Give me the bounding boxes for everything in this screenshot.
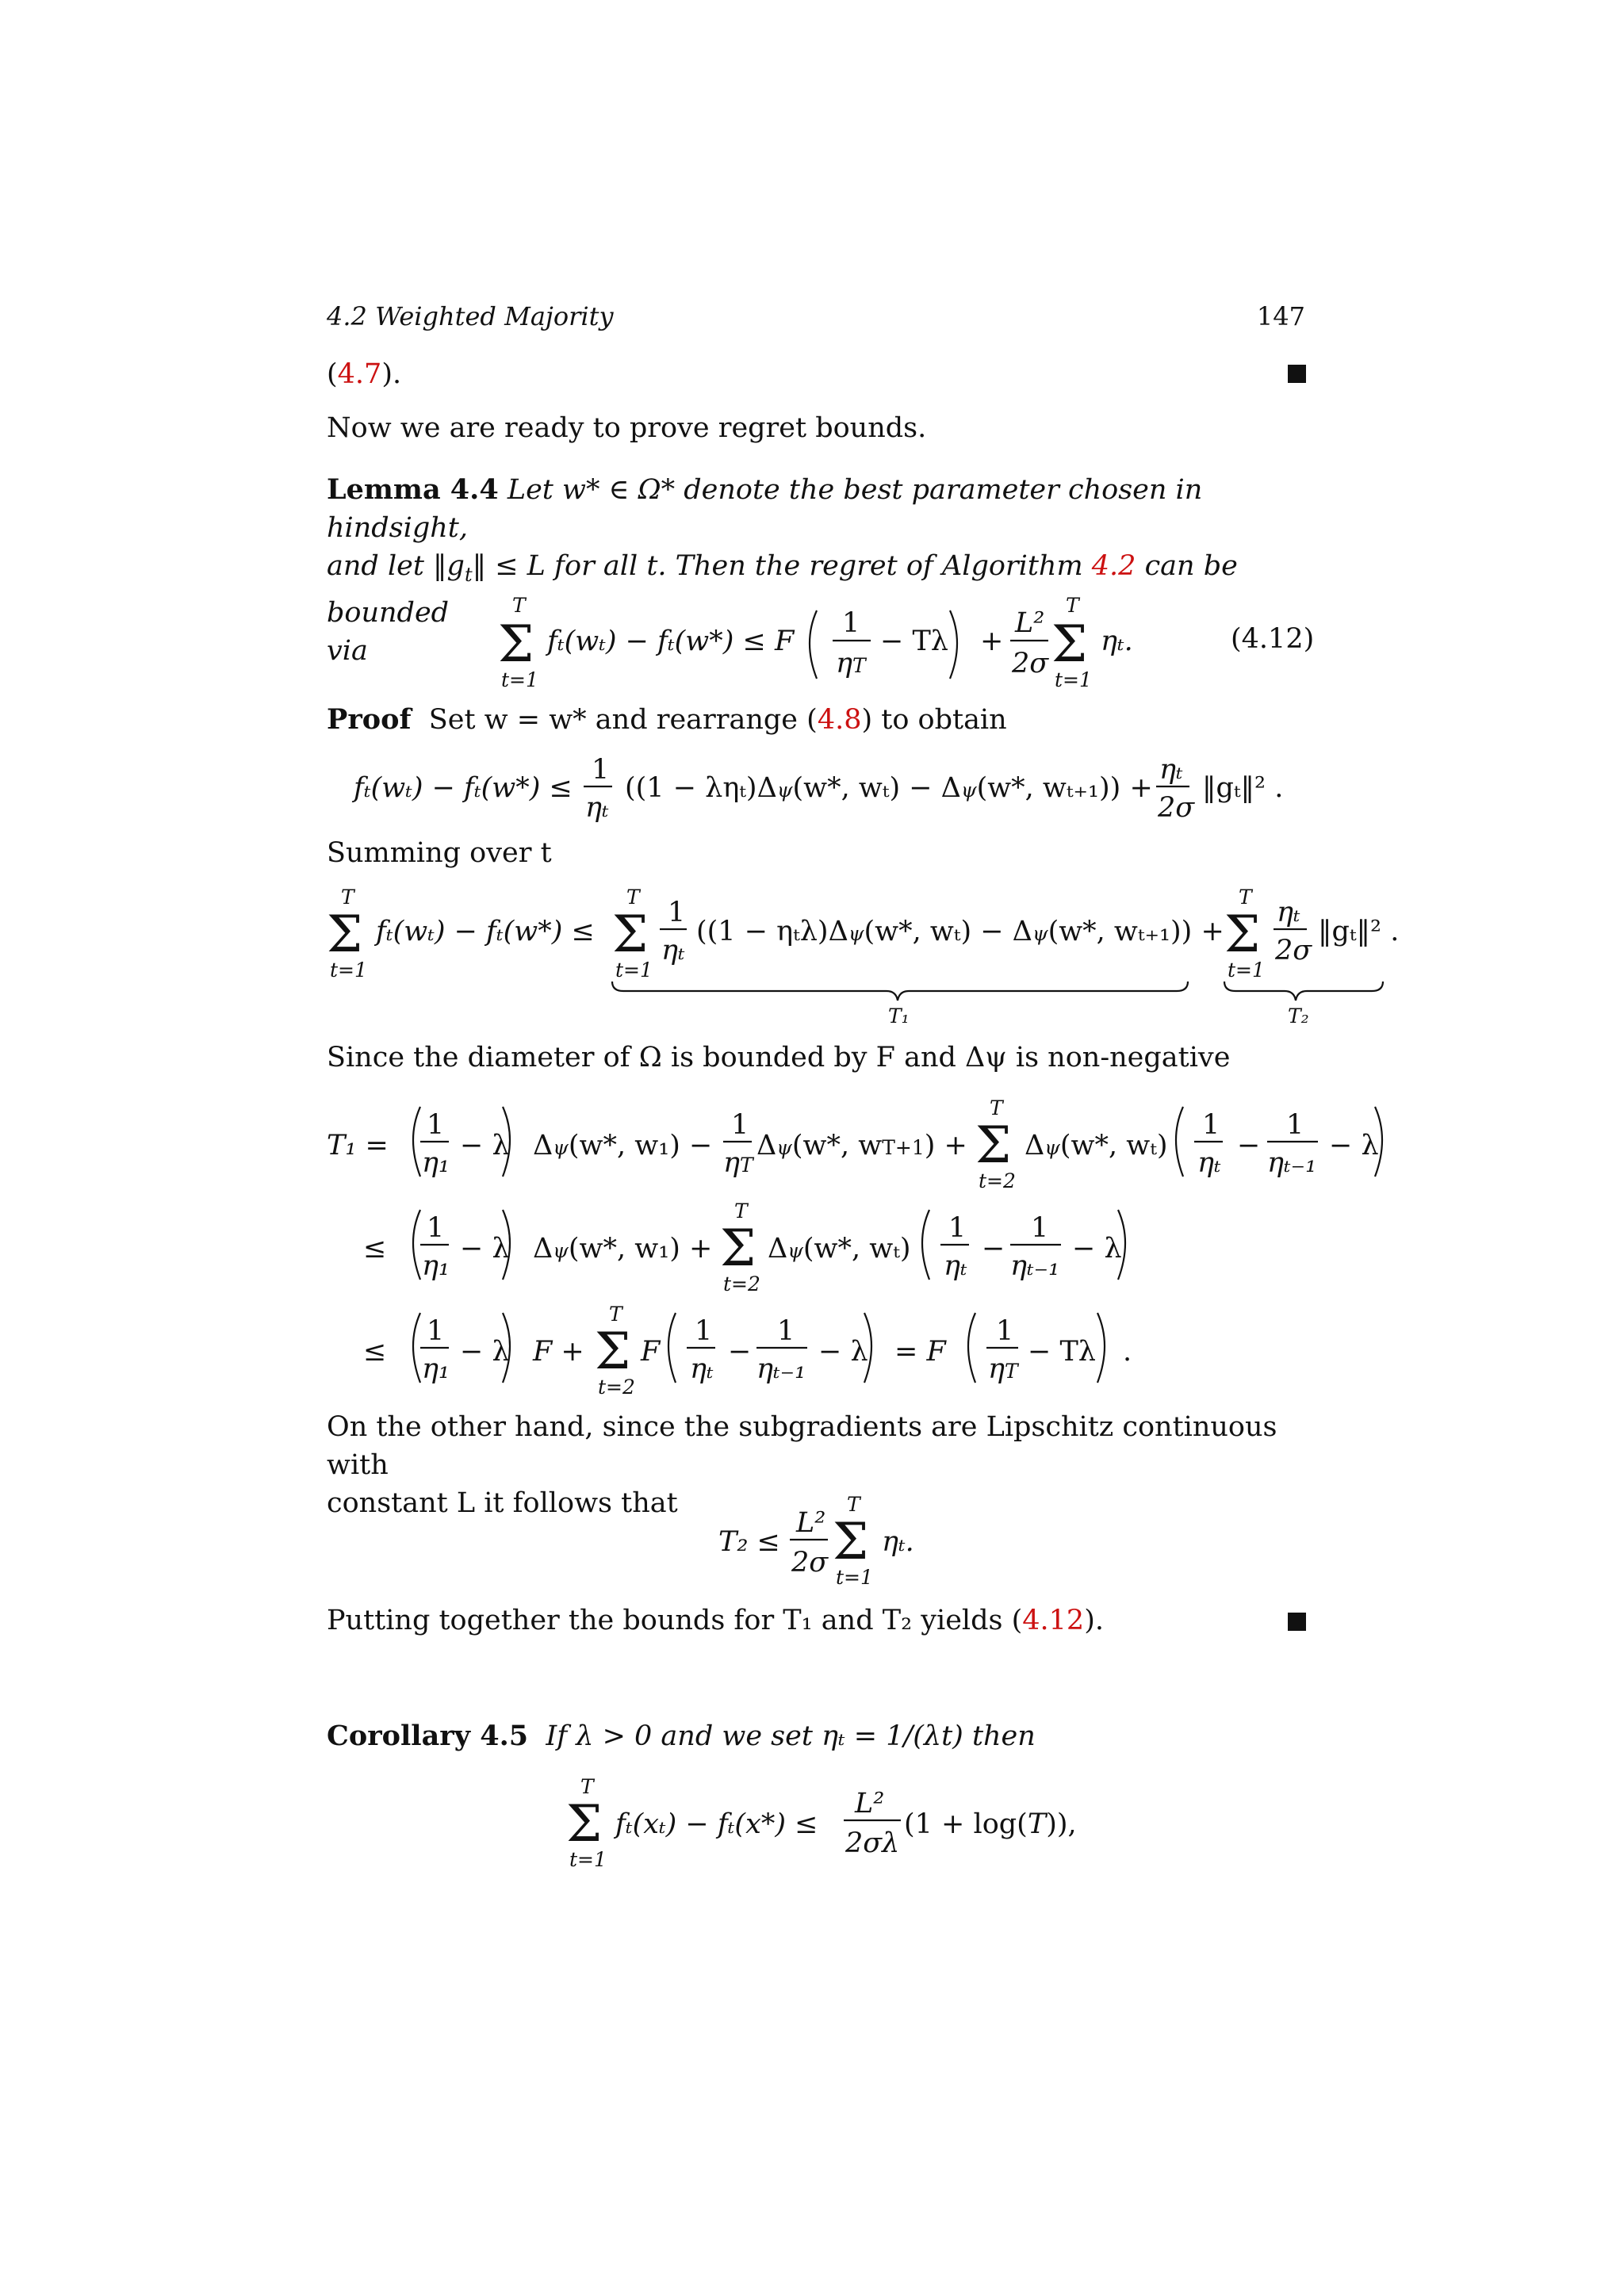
svg-text:T: T: [580, 1775, 594, 1798]
svg-text:− Tλ: − Tλ: [1028, 1336, 1096, 1368]
proof-text-a: Set w = w* and rearrange (: [428, 704, 818, 736]
svg-text:Σ: Σ: [1051, 615, 1088, 674]
running-header-section: 4.2 Weighted Majority: [327, 301, 614, 331]
svg-text:1: 1: [1202, 1109, 1220, 1141]
svg-text:T: T: [1239, 886, 1252, 909]
svg-text:Σ: Σ: [720, 1219, 756, 1278]
ref-4-7[interactable]: 4.7: [337, 358, 382, 390]
svg-text:Δψ(w*, w₁) −: Δψ(w*, w₁) −: [533, 1130, 713, 1161]
svg-text:2σ: 2σ: [1012, 648, 1049, 679]
svg-text:Σ: Σ: [327, 905, 363, 964]
svg-text:ηT: ηT: [723, 1147, 753, 1179]
corollary-text: If λ > 0 and we set ηₜ = 1/(λt) then: [546, 1720, 1036, 1752]
svg-text:ηT: ηT: [836, 648, 866, 679]
svg-text:−: −: [982, 1233, 1005, 1265]
svg-text:T: T: [1066, 594, 1079, 617]
svg-text:Σ: Σ: [498, 615, 534, 674]
lemma-line-2c: can be bounded: [327, 550, 1238, 629]
svg-text:t=1: t=1: [330, 959, 367, 982]
svg-text:− λ: − λ: [1329, 1130, 1379, 1161]
svg-text:ηₜ: ηₜ: [1159, 754, 1183, 786]
diameter-text: Since the diameter of Ω is bounded by F and Δψ is non-negative: [327, 1042, 1231, 1073]
svg-text:T₁: T₁: [888, 1004, 910, 1027]
svg-text:F +: F +: [533, 1336, 584, 1368]
svg-text:t=1: t=1: [501, 668, 538, 691]
svg-text:ηₜ₋₁: ηₜ₋₁: [1267, 1147, 1317, 1179]
svg-text:((1 − ηₜλ)Δψ(w*, wₜ) − Δψ(w*,: ((1 − ηₜλ)Δψ(w*, wₜ) − Δψ(w*, wₜ₊₁)) +: [696, 916, 1224, 947]
page-number: 147: [1256, 301, 1305, 331]
svg-text:ηₜ: ηₜ: [585, 792, 609, 824]
proof-inequality: [351, 754, 1283, 824]
svg-text:− λ: − λ: [818, 1336, 868, 1368]
svg-text:≤: ≤: [363, 1233, 387, 1265]
svg-text:fₜ(wₜ) − fₜ(w*) ≤: fₜ(wₜ) − fₜ(w*) ≤: [354, 772, 573, 804]
svg-text:η₁: η₁: [422, 1147, 450, 1179]
svg-text:1: 1: [948, 1212, 967, 1244]
svg-text:‖gₜ‖² .: ‖gₜ‖² .: [1318, 916, 1400, 947]
svg-text:1: 1: [592, 754, 610, 786]
svg-text:ηₜ₋₁: ηₜ₋₁: [1010, 1250, 1060, 1282]
ref-algorithm-4-2[interactable]: 4.2: [1091, 550, 1136, 582]
svg-text:Σ: Σ: [833, 1513, 869, 1571]
lemma-line-2b: ‖ ≤ L for all t. Then the regret of Algorithm: [472, 550, 1092, 582]
svg-text:− λ: − λ: [1072, 1233, 1122, 1265]
svg-text:T₂: T₂: [1288, 1004, 1309, 1027]
svg-text:.: .: [1123, 1336, 1132, 1368]
svg-text:2σ: 2σ: [791, 1547, 829, 1578]
svg-text:T: T: [847, 1493, 860, 1516]
svg-text:ηₜ: ηₜ: [944, 1250, 967, 1282]
svg-text:1: 1: [427, 1109, 445, 1141]
svg-text:T: T: [609, 1303, 622, 1326]
intro-paragraph: Now we are ready to prove regret bounds.: [327, 412, 927, 444]
svg-text:fₜ(wₜ) − fₜ(w*) ≤: fₜ(wₜ) − fₜ(w*) ≤: [376, 916, 595, 947]
svg-text:Δψ(w*, w₁) +: Δψ(w*, w₁) +: [533, 1233, 713, 1265]
svg-text:≤: ≤: [363, 1336, 387, 1368]
svg-text:Σ: Σ: [595, 1322, 631, 1381]
svg-text:1: 1: [1031, 1212, 1049, 1244]
svg-text:1: 1: [996, 1315, 1014, 1347]
corollary-bound: [566, 1775, 1077, 1871]
svg-text:T: T: [990, 1096, 1003, 1119]
lemma-line-2a: and let ‖g: [327, 550, 465, 582]
svg-text:Σ: Σ: [1224, 905, 1261, 964]
svg-text:fₜ(xₜ) − fₜ(x*) ≤: fₜ(xₜ) − fₜ(x*) ≤: [615, 1808, 818, 1840]
svg-text:ηₜ.: ηₜ.: [1101, 626, 1133, 657]
svg-text:T₁ =: T₁ =: [327, 1130, 389, 1161]
svg-text:η₁: η₁: [422, 1353, 450, 1385]
svg-text:ηT: ηT: [988, 1353, 1018, 1385]
svg-text:fₜ(wₜ) − fₜ(w*) ≤ F: fₜ(wₜ) − fₜ(w*) ≤ F: [547, 626, 795, 657]
svg-text:− λ: − λ: [460, 1336, 510, 1368]
lemma-line-3: via: [327, 635, 368, 667]
svg-text:2σ: 2σ: [1158, 792, 1195, 824]
svg-text:= F: = F: [894, 1336, 946, 1368]
svg-text:t=1: t=1: [1228, 959, 1265, 982]
lemma-line-1: Let w* ∈ Ω* denote the best parameter chosen in hindsight,: [327, 474, 1203, 544]
prev-proof-end-text: (4.7).: [327, 358, 402, 390]
svg-text:1: 1: [777, 1315, 795, 1347]
svg-text:Σ: Σ: [566, 1795, 603, 1854]
summing-over-text: Summing over t: [327, 837, 552, 869]
svg-text:ηₜ₋₁: ηₜ₋₁: [756, 1353, 806, 1385]
svg-text:Δψ(w*, wₜ): Δψ(w*, wₜ): [1025, 1130, 1168, 1161]
svg-text:L²: L²: [855, 1788, 885, 1820]
putting-together-b: ).: [1084, 1605, 1104, 1636]
svg-text:t=1: t=1: [615, 959, 653, 982]
lemma-heading: Lemma 4.4: [327, 473, 499, 506]
svg-text:t=2: t=2: [598, 1376, 635, 1399]
svg-text:t=1: t=1: [836, 1566, 873, 1589]
proof-heading: Proof: [327, 703, 412, 736]
equation-4-12: [498, 594, 1133, 691]
svg-text:− Tλ: − Tλ: [880, 626, 948, 657]
svg-text:−: −: [728, 1336, 752, 1368]
svg-text:ηₜ: ηₜ: [1197, 1147, 1221, 1179]
svg-text:L²: L²: [1015, 607, 1045, 639]
svg-text:T: T: [626, 886, 640, 909]
svg-text:1: 1: [427, 1212, 445, 1244]
svg-text:‖gₜ‖² .: ‖gₜ‖² .: [1202, 772, 1284, 804]
putting-together-a: Putting together the bounds for T₁ and T₂ yields (: [327, 1605, 1023, 1636]
svg-text:T: T: [734, 1200, 748, 1223]
svg-text:1: 1: [731, 1109, 749, 1141]
svg-text:η₁: η₁: [422, 1250, 450, 1282]
svg-text:ηₜ: ηₜ: [690, 1353, 714, 1385]
svg-text:ηₜ: ηₜ: [1277, 897, 1300, 928]
svg-text:T: T: [512, 594, 526, 617]
other-hand-line-1: On the other hand, since the subgradients are Lipschitz continuous with: [327, 1411, 1277, 1481]
svg-text:Δψ(w*, wT+1) +: Δψ(w*, wT+1) +: [756, 1130, 967, 1161]
svg-text:(1 + log(T)),: (1 + log(T)),: [904, 1808, 1077, 1840]
svg-text:L²: L²: [796, 1507, 826, 1539]
svg-text:t=1: t=1: [1055, 668, 1092, 691]
svg-text:T: T: [341, 886, 354, 909]
svg-text:+: +: [980, 626, 1004, 657]
svg-text:Σ: Σ: [975, 1116, 1012, 1175]
svg-text:−: −: [1237, 1130, 1261, 1161]
svg-text:1: 1: [842, 607, 860, 639]
corollary-heading: Corollary 4.5: [327, 1720, 529, 1752]
svg-text:− λ: − λ: [460, 1233, 510, 1265]
svg-text:F: F: [641, 1336, 661, 1368]
svg-text:Σ: Σ: [612, 905, 649, 964]
svg-text:2σλ: 2σλ: [845, 1827, 900, 1859]
t2-bound: [718, 1493, 914, 1589]
t1-derivation: [327, 1096, 1382, 1399]
lemma-statement: Lemma 4.4 Let w* ∈ Ω* denote the best parameter chosen in hindsight, and let $‖g_t‖ \le L$ for all t. Then the regret of Algorithm 4.2 can be bounded via: [327, 473, 1238, 667]
svg-text:1: 1: [695, 1315, 713, 1347]
svg-text:ηₜ: ηₜ: [661, 935, 685, 966]
other-hand-line-2: constant L it follows that: [327, 1487, 678, 1519]
equation-number-4-12: (4.12): [1231, 623, 1315, 655]
svg-text:1: 1: [668, 897, 686, 928]
svg-text:T₂ ≤: T₂ ≤: [718, 1526, 780, 1558]
svg-text:− λ: − λ: [460, 1130, 510, 1161]
proof-text-b: ) to obtain: [861, 704, 1007, 736]
ref-4-12[interactable]: 4.12: [1022, 1605, 1085, 1636]
svg-text:ηₜ.: ηₜ.: [882, 1526, 914, 1558]
svg-text:((1 − ληₜ)Δψ(w*, wₜ) − Δψ(w*,: ((1 − ληₜ)Δψ(w*, wₜ) − Δψ(w*, wₜ₊₁)) +: [625, 772, 1153, 804]
svg-text:t=1: t=1: [569, 1848, 607, 1871]
svg-text:1: 1: [427, 1315, 445, 1347]
svg-text:t=2: t=2: [979, 1169, 1016, 1192]
svg-text:t=2: t=2: [723, 1272, 760, 1295]
svg-text:2σ: 2σ: [1275, 935, 1312, 966]
svg-text:Δψ(w*, wₜ): Δψ(w*, wₜ): [768, 1233, 911, 1265]
sum-inequality: [327, 886, 1399, 1027]
ref-4-8[interactable]: 4.8: [817, 704, 862, 736]
svg-text:1: 1: [1286, 1109, 1304, 1141]
